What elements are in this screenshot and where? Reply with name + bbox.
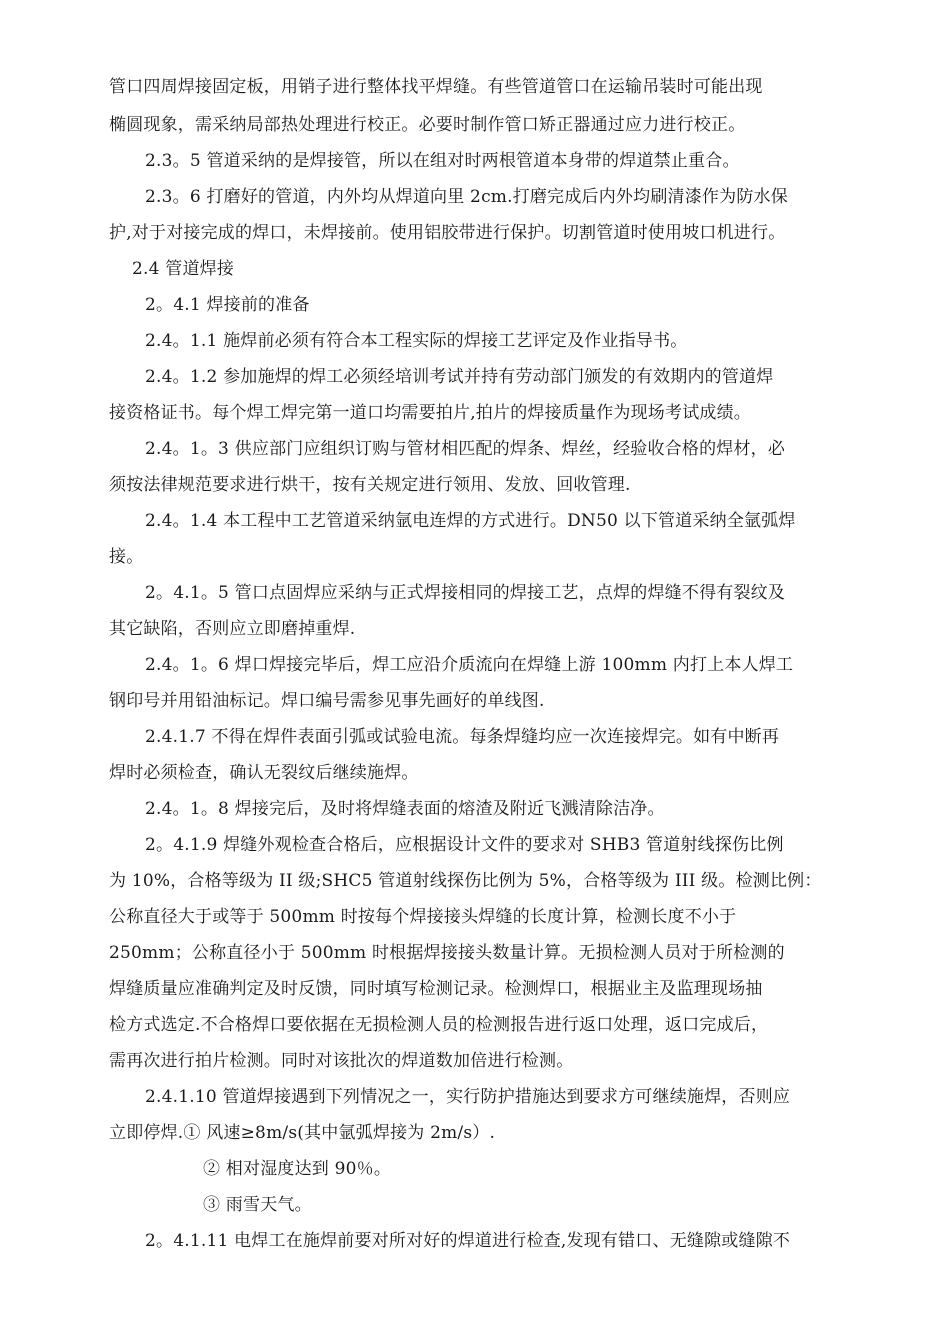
body-text-line: 其它缺陷，否则应立即磨掉重焊.	[109, 619, 356, 639]
body-text-line: 250mm；公称直径小于 500mm 时根据焊接接头数量计算。无损检测人员对于所检测的	[109, 943, 785, 963]
list-item: ② 相对湿度达到 90％。	[203, 1159, 392, 1179]
body-text-line: 2.4。1.4 本工程中工艺管道采纳氩电连焊的方式进行。DN50 以下管道采纳全氩弧焊	[145, 511, 796, 531]
body-text-line: 2。4.1.11 电焊工在施焊前要对所对好的焊道进行检查,发现有错口、无缝隙或缝隙不	[145, 1231, 791, 1251]
body-text-line: 2.4。1.1 施焊前必须有符合本工程实际的焊接工艺评定及作业指导书。	[145, 331, 688, 351]
body-text-line: 2.4。1.2 参加施焊的焊工必须经培训考试并持有劳动部门颁发的有效期内的管道焊	[145, 367, 774, 387]
body-text-line: 焊缝质量应准确判定及时反馈，同时填写检测记录。检测焊口，根据业主及监理现场抽	[109, 979, 763, 999]
body-text-line: 2.3。5 管道采纳的是焊接管，所以在组对时两根管道本身带的焊道禁止重合。	[145, 151, 740, 171]
body-text-line: 2。4.1。5 管口点固焊应采纳与正式焊接相同的焊接工艺，点焊的焊缝不得有裂纹及	[145, 583, 786, 603]
body-text-line: 2.4。1。3 供应部门应组织订购与管材相匹配的焊条、焊丝，经验收合格的焊材，必	[145, 439, 786, 459]
body-text-line: 2.4。1。6 焊口焊接完毕后，焊工应沿介质流向在焊缝上游 100mm 内打上本人焊工	[145, 655, 794, 675]
body-text-line: 须按法律规范要求进行烘干，按有关规定进行领用、发放、回收管理.	[109, 475, 631, 495]
body-text-line: 检方式选定.不合格焊口要依据在无损检测人员的检测报告进行返口处理，返口完成后，	[109, 1015, 769, 1035]
body-text-line: 需再次进行拍片检测。同时对该批次的焊道数加倍进行检测。	[109, 1051, 574, 1071]
body-text-line: 立即停焊.① 风速≥8m/s(其中氩弧焊接为 2m/s）.	[109, 1123, 496, 1143]
body-text-line: 管口四周焊接固定板，用销子进行整体找平焊缝。有些管道管口在运输吊装时可能出现	[109, 77, 763, 97]
body-text-line: 接。	[109, 547, 144, 567]
section-heading: 2.4 管道焊接	[132, 259, 235, 279]
body-text-line: 2.4。1。8 焊接完后，及时将焊缝表面的熔渣及附近飞溅清除洁净。	[145, 799, 665, 819]
body-text-line: 2.3。6 打磨好的管道，内外均从焊道向里 2cm.打磨完成后内外均刷清漆作为防水保	[145, 187, 788, 207]
body-text-line: 焊时必须检查，确认无裂纹后继续施焊。	[109, 763, 419, 783]
body-text-line: 2。4.1.9 焊缝外观检查合格后，应根据设计文件的要求对 SHB3 管道射线探伤比例	[145, 835, 784, 855]
body-text-line: 2.4.1.10 管道焊接遇到下列情况之一，实行防护措施达到要求方可继续施焊，否则应	[145, 1087, 791, 1107]
body-text-line: 为 10%，合格等级为 II 级;SHC5 管道射线探伤比例为 5%，合格等级为 III 级。检测比例：	[109, 871, 822, 891]
body-text-line: 护,对于对接完成的焊口，未焊接前。使用铝胶带进行保护。切割管道时使用坡口机进行。	[109, 223, 786, 243]
body-text-line: 公称直径大于或等于 500mm 时按每个焊接接头焊缝的长度计算，检测长度不小于	[109, 907, 737, 927]
body-text-line: 钢印号并用铅油标记。焊口编号需参见事先画好的单线图.	[109, 691, 545, 711]
body-text-line: 2.4.1.7 不得在焊件表面引弧或试验电流。每条焊缝均应一次连接焊完。如有中断再	[145, 727, 780, 747]
body-text-line: 接资格证书。每个焊工焊完第一道口均需要拍片,拍片的焊接质量作为现场考试成绩。	[109, 403, 752, 423]
list-item: ③ 雨雪天气。	[203, 1195, 312, 1215]
subsection-heading: 2。4.1 焊接前的准备	[145, 295, 310, 315]
body-text-line: 椭圆现象，需采纳局部热处理进行校正。必要时制作管口矫正器通过应力进行校正。	[109, 115, 746, 135]
